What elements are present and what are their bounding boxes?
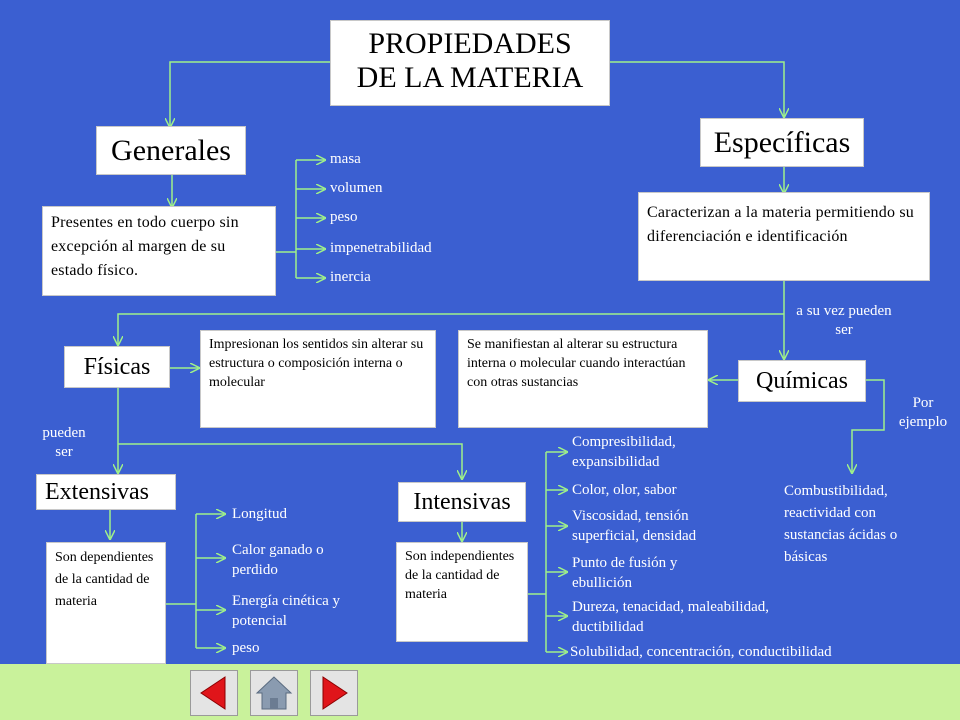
generales-item: peso [330,209,358,225]
fisicas-label: Físicas [83,354,151,380]
main-title [330,20,610,106]
intensivas-label: Intensivas [413,489,511,515]
generales-description: Presentes en todo cuerpo sin excepción al margen de su estado físico. [42,206,276,296]
extensivas-item: peso [232,640,260,656]
generales-node [96,126,246,175]
quimicas-description: Se manifiestan al alterar su estructura interna o molecular cuando interactúan con otras sustancias [458,330,708,428]
especificas-label: Específicas [713,126,851,159]
fisicas-node [64,346,170,388]
fisicas-connector-text: pueden ser [42,425,86,460]
intensivas-item: Punto de fusión y ebullición [572,555,678,591]
especificas-node [700,118,864,167]
generales-label: Generales [111,134,231,167]
generales-item: impenetrabilidad [330,240,432,256]
extensivas-node [36,474,176,510]
intensivas-item: Viscosidad, tensión superficial, densidad [572,508,697,544]
extensivas-item: Energía cinética y potencial [232,593,341,629]
prev-slide-button[interactable] [190,670,238,716]
especificas-description: Caracterizan a la materia permitiendo su diferenciación e identificación [638,192,930,281]
quimicas-examples: Combustibilidad, reactividad con sustancias ácidas o básicas [784,483,898,565]
intensivas-item: Solubilidad, concentración, conductibilidad [570,644,832,660]
extensivas-label: Extensivas [45,479,149,505]
fisicas-description: Impresionan los sentidos sin alterar su estructura o composición interna o molecular [200,330,436,428]
extensivas-description: Son dependientes de la cantidad de materia [46,542,166,664]
main-title-line1: PROPIEDADES [368,27,572,60]
quimicas-connector-text: Por ejemplo [898,395,948,430]
next-slide-button[interactable] [310,670,358,716]
intensivas-item: Dureza, tenacidad, maleabilidad, ductibilidad [572,599,769,635]
generales-item: inercia [330,269,371,285]
generales-item: volumen [330,180,383,196]
intensivas-item: Color, olor, sabor [572,482,677,498]
home-icon [251,671,297,715]
intensivas-item: Compresibilidad, expansibilidad [572,434,676,470]
left-arrow-icon [191,671,237,715]
home-button[interactable] [250,670,298,716]
right-arrow-icon [311,671,357,715]
intensivas-node [398,482,526,522]
extensivas-item: Longitud [232,506,287,522]
extensivas-item: Calor ganado o perdido [232,542,324,578]
generales-item: masa [330,151,361,167]
especificas-connector-text: a su vez pueden ser [796,303,892,338]
footer-bar [0,664,960,720]
quimicas-label: Químicas [756,368,848,394]
main-title-line2: DE LA MATERIA [356,61,584,94]
quimicas-node [738,360,866,402]
intensivas-description: Son independientes de la cantidad de materia [396,542,528,642]
